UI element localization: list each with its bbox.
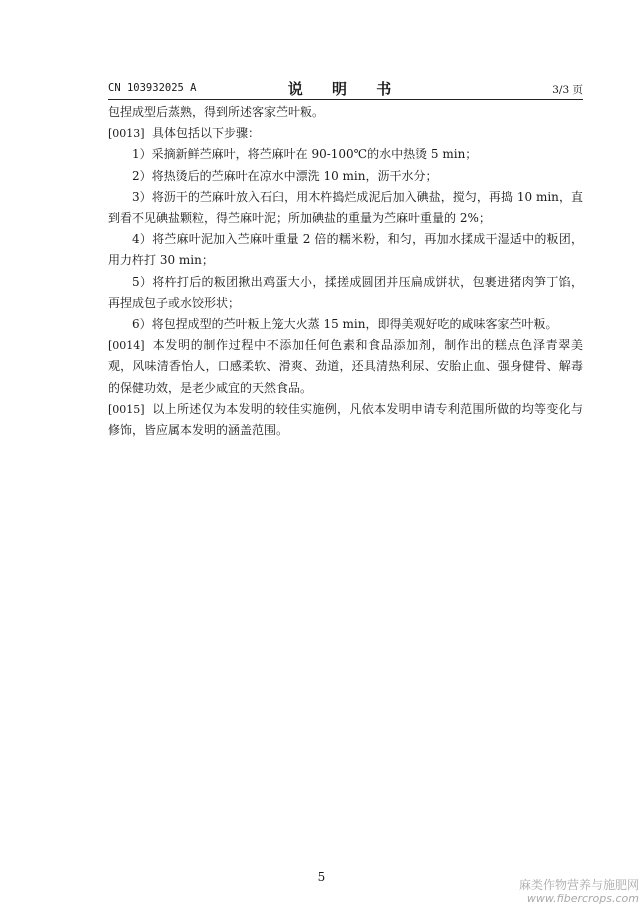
paragraph-0014-text: 本发明的制作过程中不添加任何色素和食品添加剂，制作出的糕点色泽青翠美观，风味清香怡人，口感柔软、滑爽、劲道，还具清热利尿、安胎止血、强身健骨、解毒的保健功效，是老少咸宜的天然食品。 xyxy=(108,338,583,395)
paragraph-0015-text: 以上所述仅为本发明的较佳实施例，凡依本发明申请专利范围所做的均等变化与修饰，皆应属本发明的涵盖范围。 xyxy=(108,401,583,438)
paragraph-0015 xyxy=(108,399,583,441)
paragraph-0013 xyxy=(108,123,583,144)
step-4 xyxy=(108,229,583,271)
step-6: 6）将包捏成型的苎叶粄上笼大火蒸 15 min，即得美观好吃的咸味客家苎叶粄。 xyxy=(132,317,558,332)
step-2: 2）将热烫后的苎麻叶在凉水中漂洗 10 min，沥干水分； xyxy=(132,168,438,183)
page-number: 5 xyxy=(317,870,326,884)
intro-line: 包捏成型后蒸熟，得到所述客家苎叶粄。 xyxy=(108,105,325,119)
watermark-site-url: www.fibercrops.com xyxy=(526,892,639,905)
paragraph-tag-0013: [0013] xyxy=(108,127,145,141)
page-header xyxy=(108,78,583,98)
document-title: 说 明 书 xyxy=(287,80,404,98)
step-5 xyxy=(108,272,583,314)
paragraph-0014 xyxy=(108,335,583,399)
step-3 xyxy=(108,187,583,229)
step-4-text: 4）将苎麻叶泥加入苎麻叶重量 2 倍的糯米粉，和匀，再加水揉成干湿适中的粄团，用力杵打 30 min； xyxy=(108,232,583,268)
patent-number: CN 103932025 A xyxy=(108,82,197,94)
page-count: 3/3 页 xyxy=(552,84,583,96)
paragraph-0013-text: 具体包括以下步骤： xyxy=(152,126,261,141)
paragraph-tag-0015: [0015] xyxy=(108,402,145,416)
header-divider xyxy=(108,99,583,100)
site-watermark xyxy=(519,878,639,906)
step-3-text: 3）将沥干的苎麻叶放入石臼，用木杵捣烂成泥后加入碘盐，搅匀，再捣 10 min，直到看不见碘盐颗粒，得苎麻叶泥；所加碘盐的重量为苎麻叶重量的 2%； xyxy=(108,189,583,226)
paragraph-tag-0014: [0014] xyxy=(108,339,145,353)
watermark-site-name: 麻类作物营养与施肥网 xyxy=(518,878,639,892)
document-body xyxy=(108,102,583,441)
step-1: 1）采摘新鲜苎麻叶，将苎麻叶在 90-100℃的水中热烫 5 min； xyxy=(132,147,478,162)
step-5-text: 5）将杵打后的粄团揪出鸡蛋大小，揉搓成圆团并压扁成饼状，包裹进猪肉笋丁馅，再捏成包子或水饺形状； xyxy=(108,274,583,310)
